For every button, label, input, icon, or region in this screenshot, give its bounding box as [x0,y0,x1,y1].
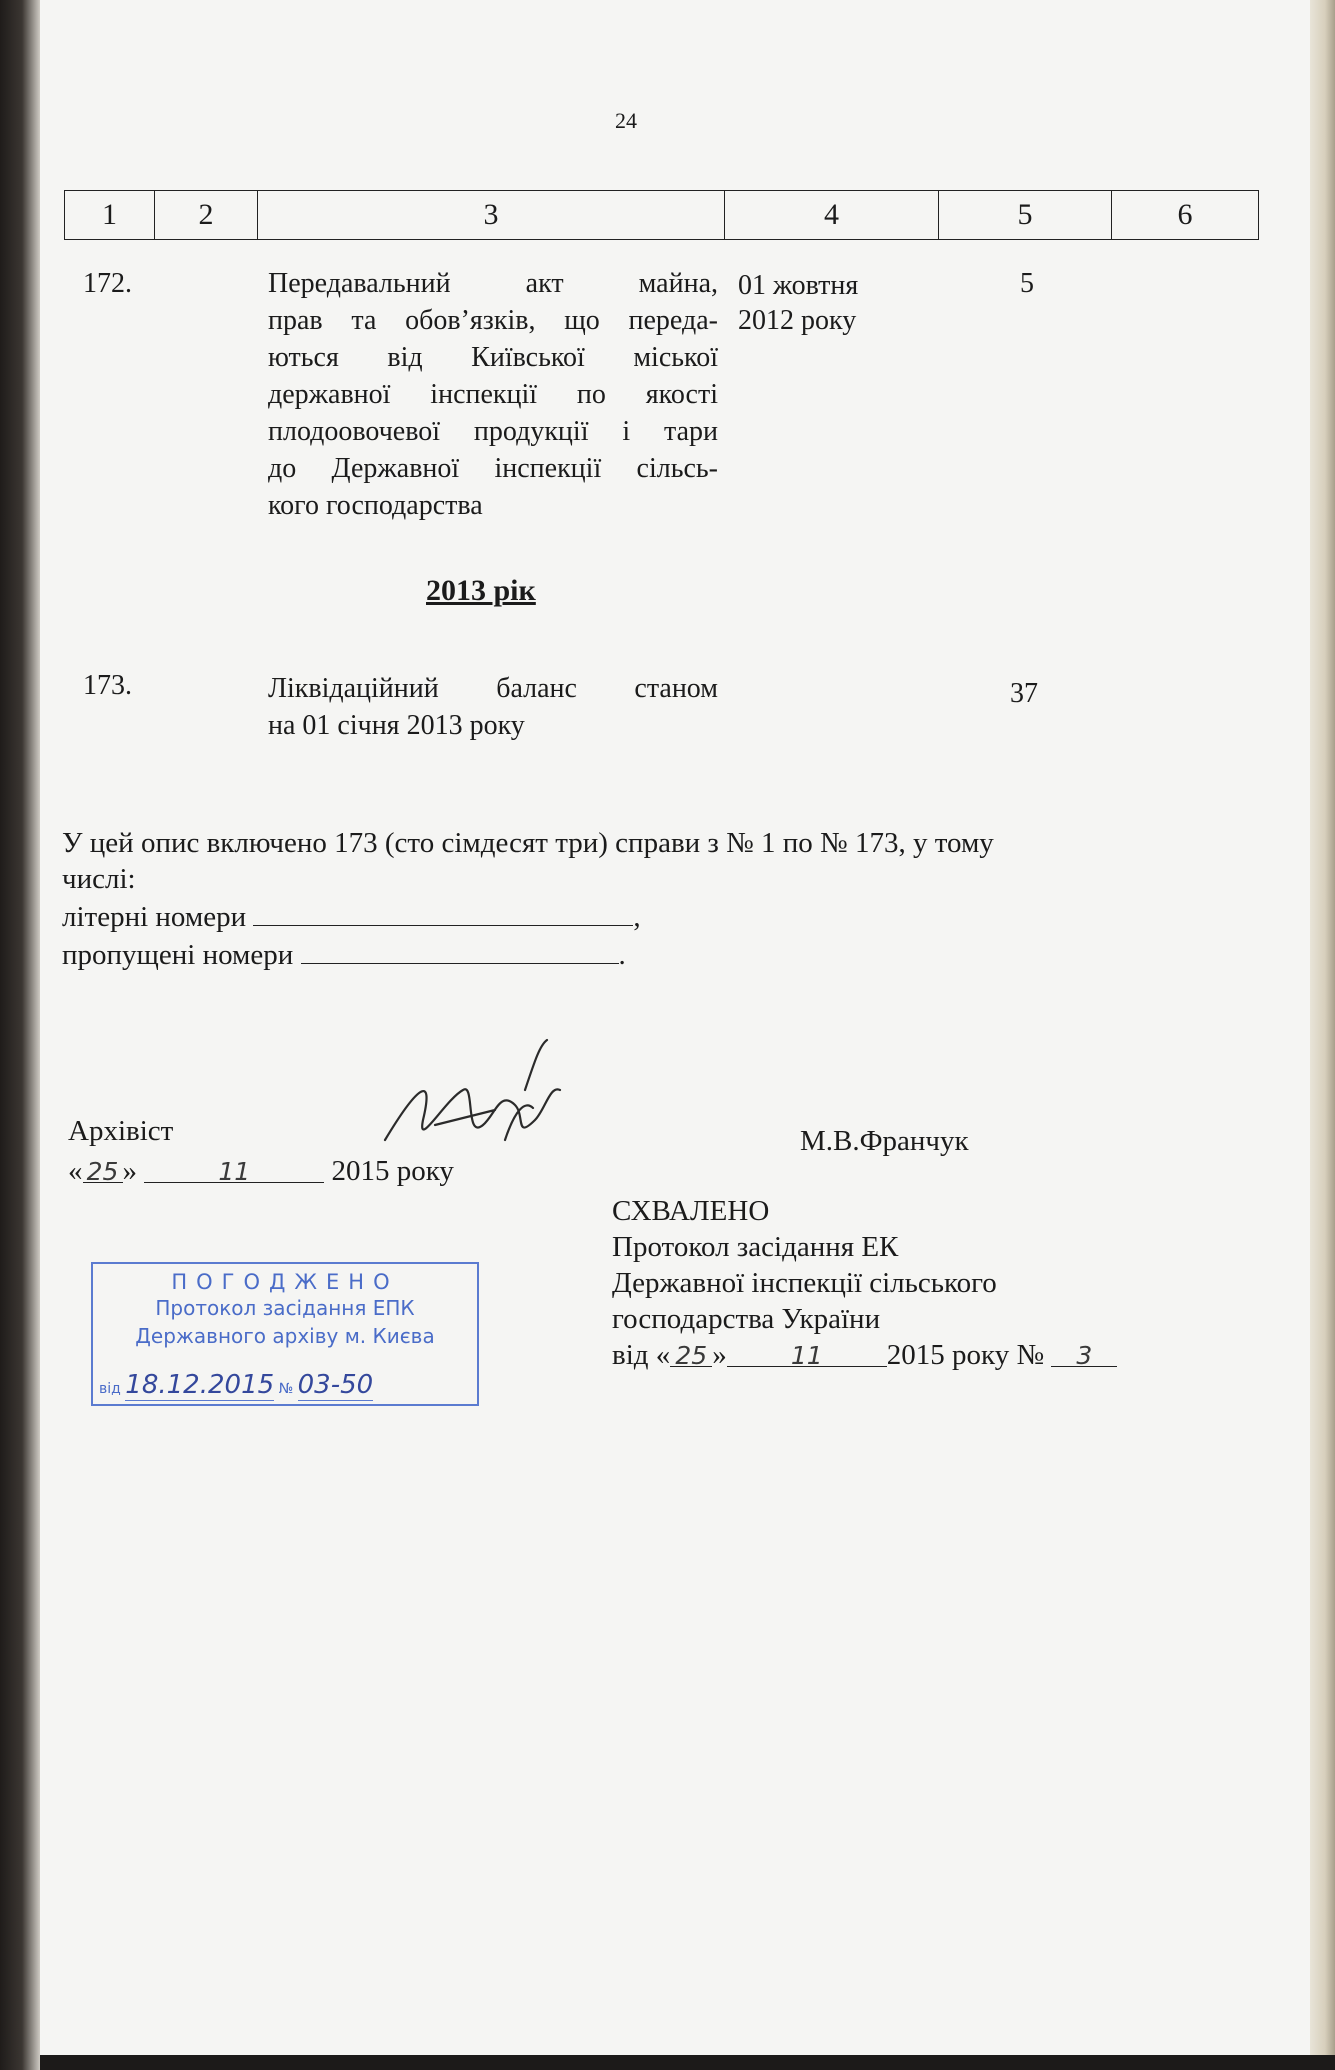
missing-numbers-blank [301,935,619,964]
approval-number: 3 [1051,1338,1117,1367]
letter-numbers-row [62,897,994,935]
archivist-date-day: 25 [83,1154,123,1183]
entry-title-line: прав та обов’язків, що переда- [268,305,718,336]
entry-sheet-count: 37 [1010,678,1038,709]
approval-stamp [91,1262,479,1406]
stamp-line: Протокол засідання ЕПК [155,1296,415,1320]
column-header-6: 6 [1112,191,1259,240]
entry-sheet-count: 5 [1020,268,1034,299]
entry-number: 173. [83,670,132,701]
approval-line: Державної інспекції сільського [612,1267,997,1299]
approval-date-day: 25 [670,1338,712,1367]
binding-edge [0,0,40,2070]
entry-title-line: плодоовочевої продукції і тари [268,416,718,447]
stamp-title: ПОГОДЖЕНО [171,1270,399,1294]
summary-line: числі: [62,863,136,895]
column-header-2: 2 [155,191,258,240]
page-number: 24 [615,108,637,133]
column-header-1: 1 [65,191,155,240]
letter-numbers-blank [253,897,633,926]
entry-title-line: до Державної інспекції сільсь- [268,453,718,484]
entry-number: 172. [83,268,132,299]
approval-date-suffix: 2015 року № [886,1339,1045,1371]
entry-title-line: на 01 січня 2013 року [268,710,525,741]
summary-text [62,825,994,973]
entry-title-line: кого господарства [268,490,483,521]
letter-numbers-end: , [633,901,641,933]
entry-date [738,268,858,338]
column-header-4: 4 [725,191,939,240]
missing-numbers-row [62,935,994,973]
entry-title [268,265,718,524]
archivist-title: Архівіст [68,1115,174,1147]
letter-numbers-label: літерні номери [62,901,247,933]
archivist-name: М.В.Франчук [800,1125,969,1157]
approval-date-month: 11 [727,1338,887,1367]
entry-title-line: Ліквідаційний баланс станом [268,673,718,704]
entry-title [268,670,718,744]
archivist-date-month: 11 [144,1154,324,1183]
entry-date-line: 01 жовтня [738,270,859,301]
approval-title: СХВАЛЕНО [612,1195,770,1227]
approval-block [612,1193,1117,1373]
missing-numbers-end: . [618,939,626,971]
stamp-date-row: від 18.12.2015 № 03-50 [99,1370,374,1400]
missing-numbers-label: пропущені номери [62,939,294,971]
stamp-number: 03-50 [297,1370,374,1400]
approval-date: від « 25 » 11 2015 року № 3 [612,1337,1117,1373]
paper-edge-right [1310,0,1335,2070]
entry-title-line: Передавальний акт майна, [268,268,718,299]
inventory-table-header [64,190,1259,240]
entry-title-line: ються від Київської міської [268,342,718,373]
entry-title-line: державної інспекції по якості [268,379,718,410]
stamp-line: Державного архіву м. Києва [135,1324,435,1348]
approval-line: господарства України [612,1303,881,1335]
archivist-date-year: 2015 року [331,1155,454,1187]
archivist-date: « 25 » 11 2015 року [68,1155,454,1187]
year-heading: 2013 рік [426,574,536,607]
entry-date-line: 2012 року [738,305,857,336]
approval-line: Протокол засідання ЕК [612,1231,899,1263]
column-header-5: 5 [939,191,1112,240]
stamp-date: 18.12.2015 [125,1370,275,1400]
column-header-3: 3 [258,191,725,240]
summary-line: У цей опис включено 173 (сто сімдесят три) справи з № 1 по № 173, у тому [62,827,994,859]
paper-edge-bottom [40,2055,1335,2070]
